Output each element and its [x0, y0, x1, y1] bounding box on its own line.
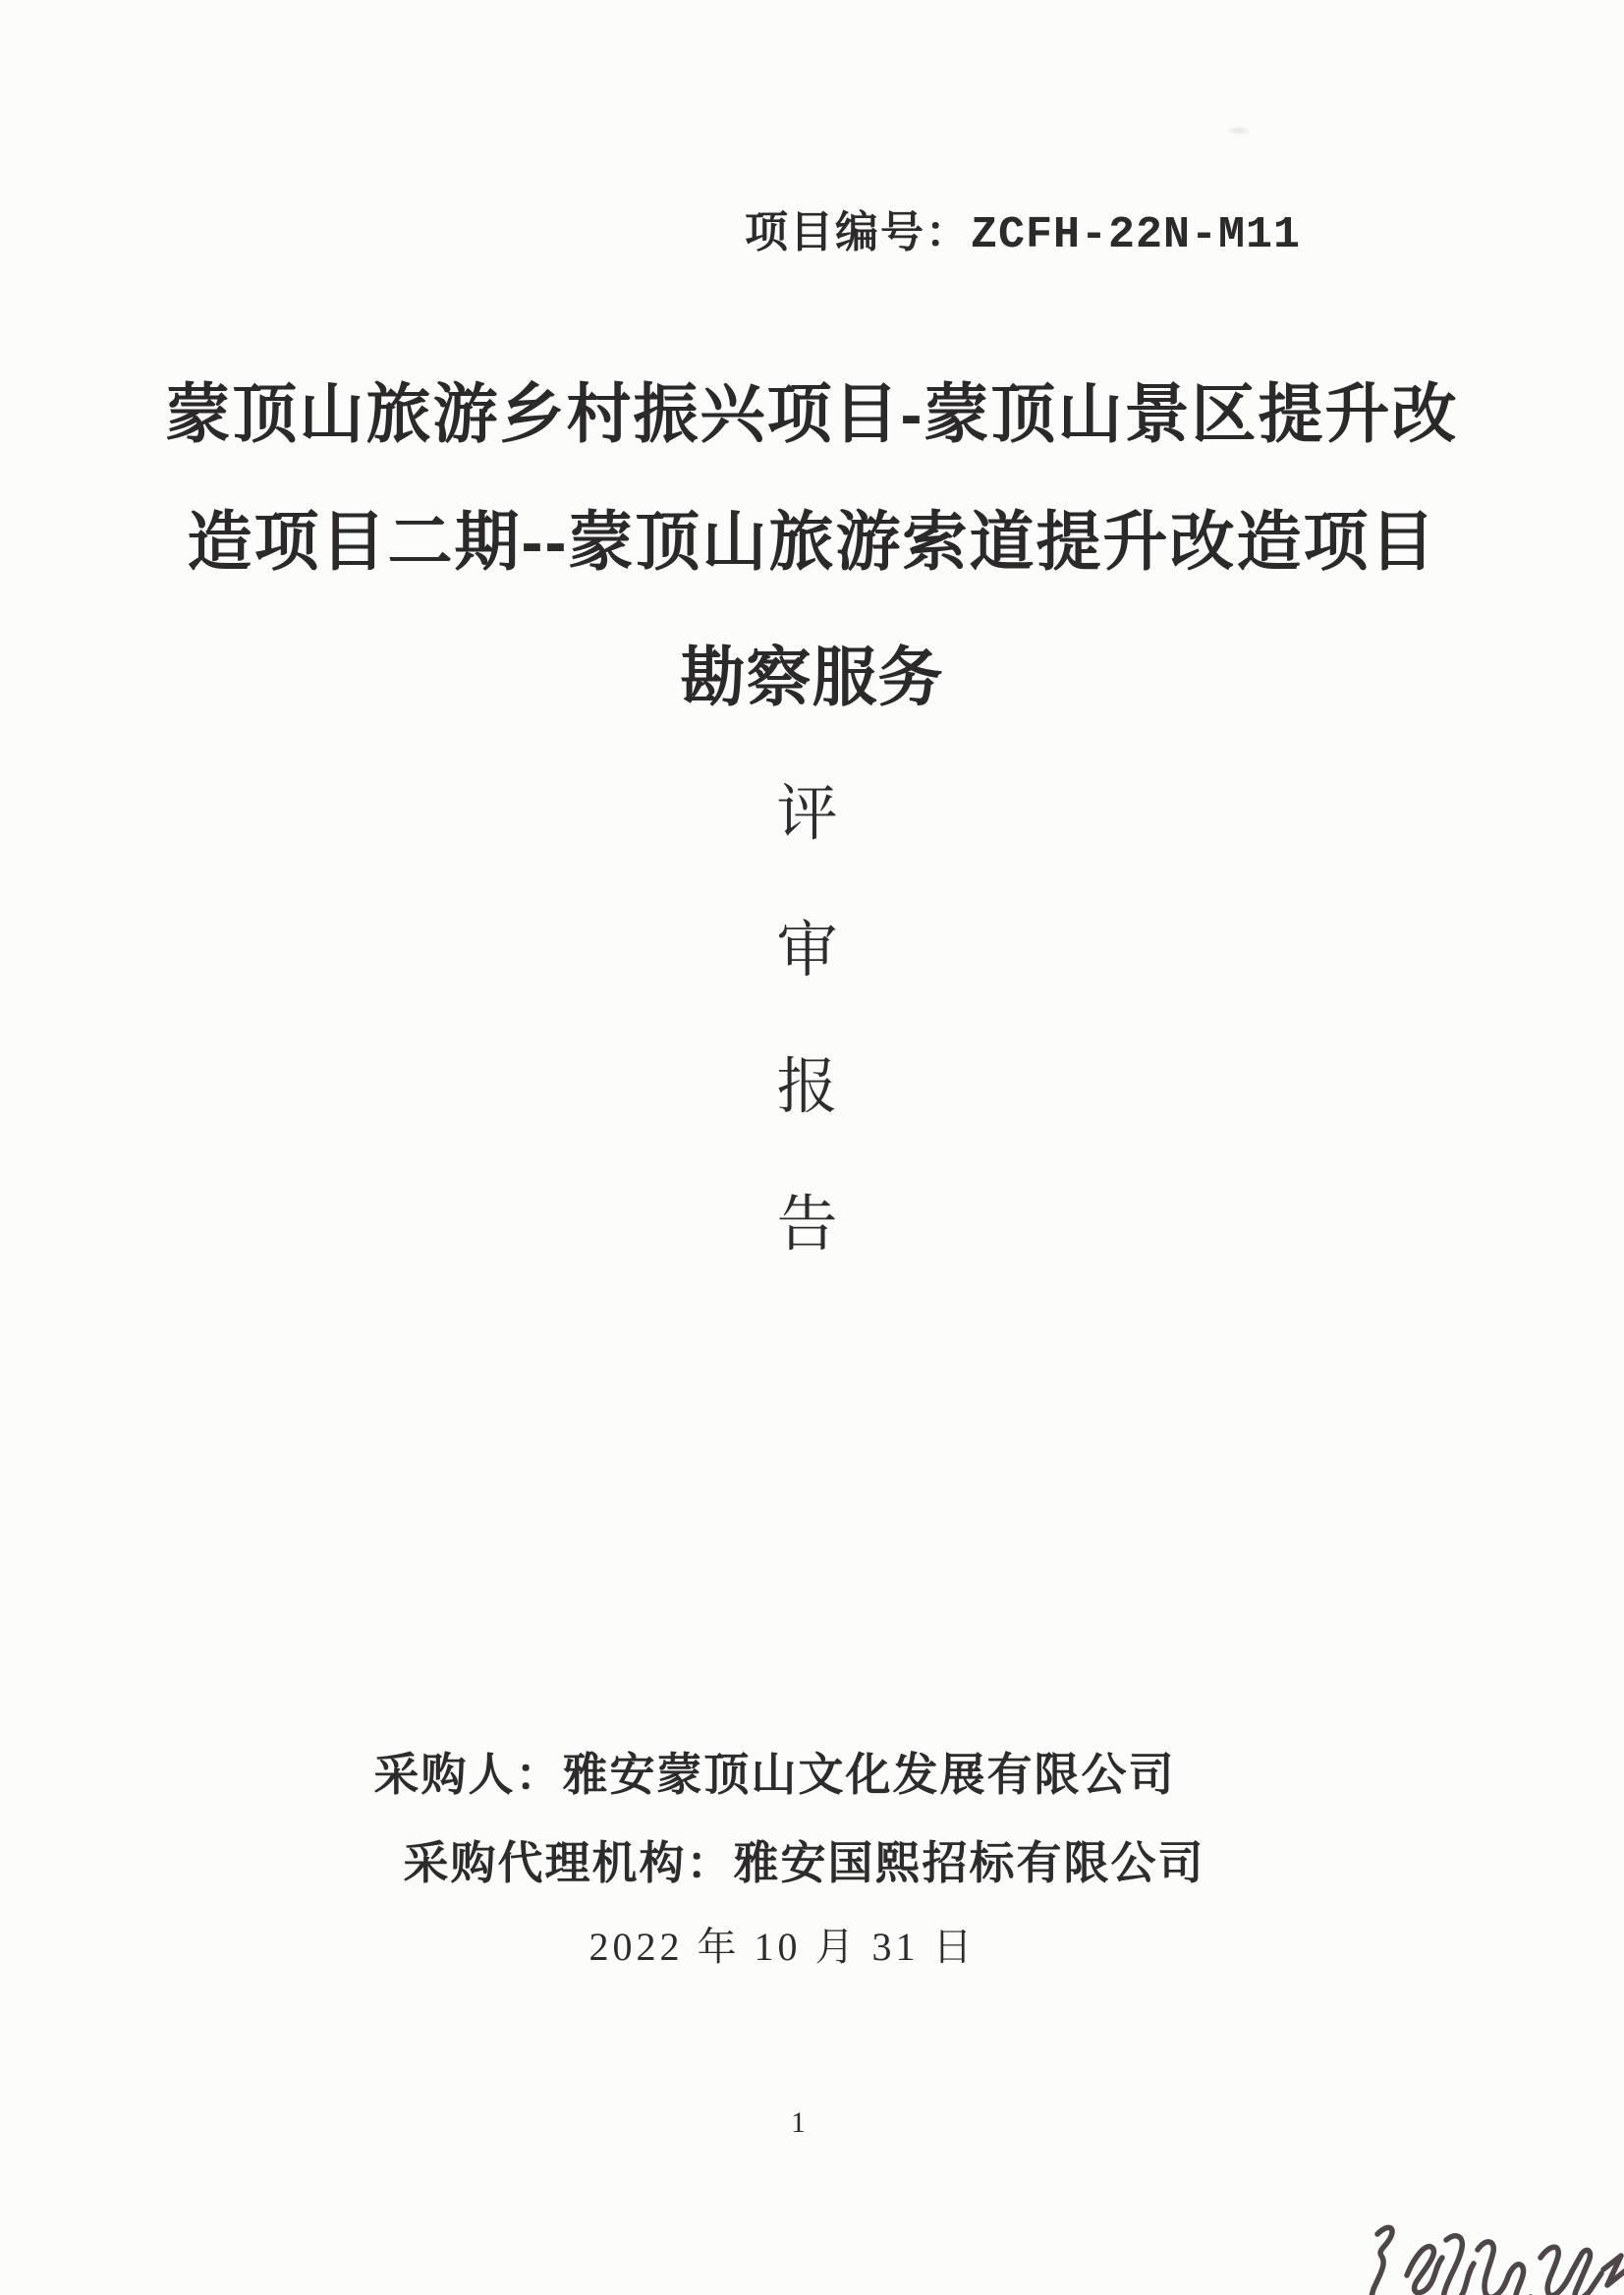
report-type-char-4: 告	[776, 1192, 838, 1259]
procurement-agency-line: 采购代理机构：雅安国熙招标有限公司	[403, 1838, 1205, 1888]
project-number	[745, 196, 1301, 260]
document-title-line-1: 蒙顶山旅游乡村振兴项目-蒙顶山景区提升改	[165, 377, 1459, 450]
document-title-line-2: 造项目二期--蒙顶山旅游索道提升改造项目	[187, 505, 1437, 578]
report-type-char-3: 报	[776, 1054, 838, 1121]
purchaser-line: 采购人：雅安蒙顶山文化发展有限公司	[373, 1750, 1176, 1800]
document-title-line-3: 勘察服务	[680, 641, 944, 713]
project-number-value: ZCFH-22N-M11	[971, 210, 1302, 260]
report-type-char-2: 审	[776, 918, 838, 984]
handwritten-signature-icon	[1364, 2212, 1624, 2295]
page-number: 1	[791, 2106, 806, 2139]
date-line: 2022 年 10 月 31 日	[588, 1925, 977, 1969]
report-type-char-1: 评	[776, 781, 838, 848]
project-number-label: 项目编号：	[745, 208, 971, 256]
scan-smudge	[1226, 126, 1252, 136]
